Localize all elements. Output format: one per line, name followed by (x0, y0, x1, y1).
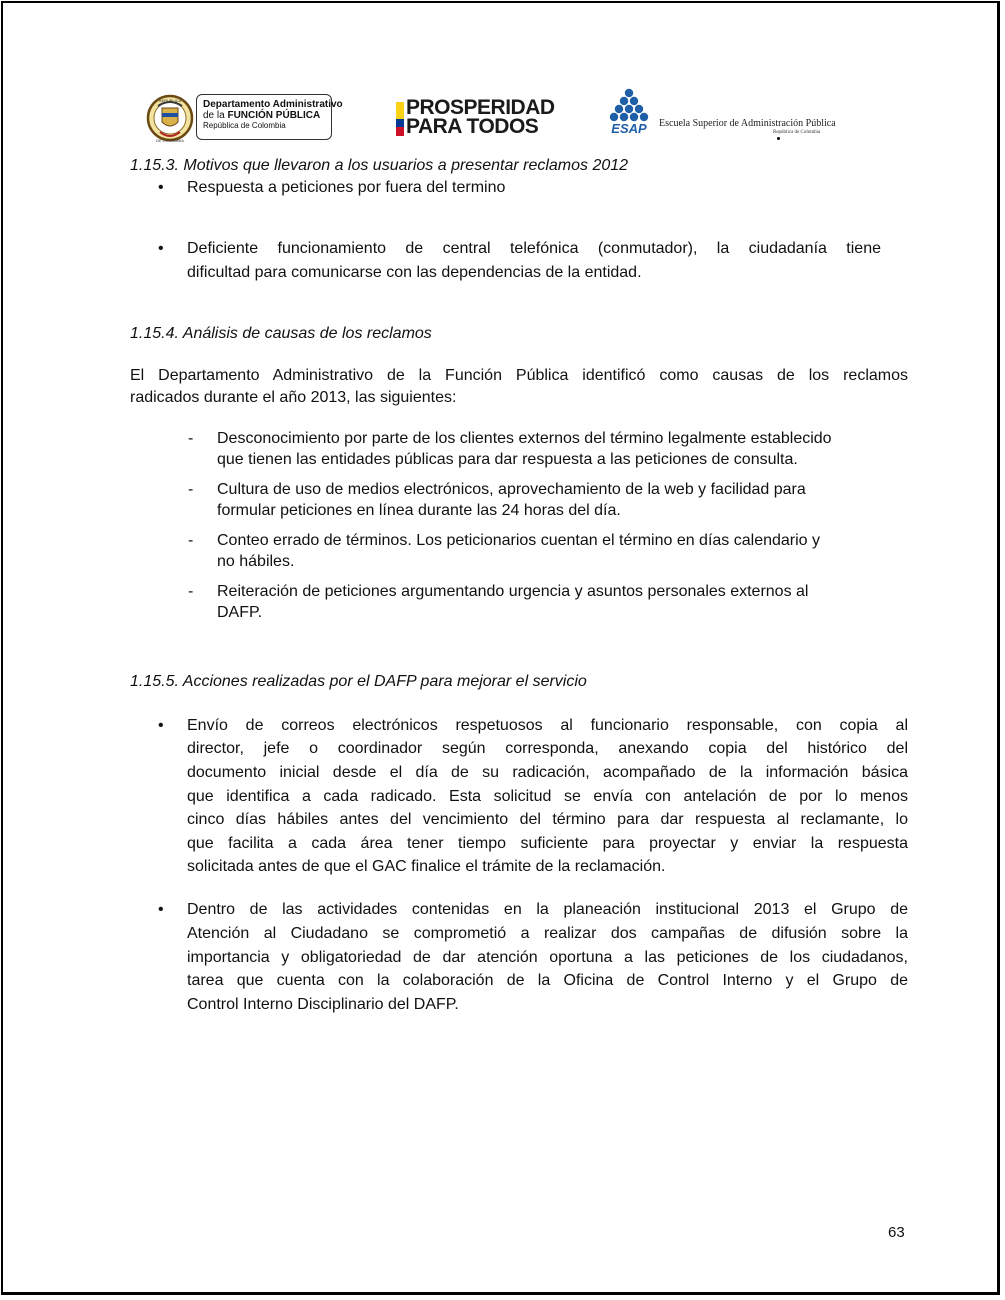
dash-glyph: - (188, 481, 194, 498)
dafp-name-box (196, 94, 343, 140)
action-1-line-1: Envío de correos electrónicos respetuosos al funcionario responsable, con copia al (187, 717, 908, 734)
dafp-line-2 (203, 110, 325, 121)
bullet-glyph: • (158, 240, 164, 257)
section-heading-1-15-5: 1.15.5. Acciones realizadas por el DAFP para mejorar el servicio (130, 673, 587, 690)
header-logos (146, 88, 836, 148)
dafp-line-2-prefix: de la (203, 110, 228, 121)
prosperidad-line-2: PARA TODOS (406, 115, 539, 138)
causes-intro-line-2: radicados durante el año 2013, las siguientes: (130, 389, 457, 406)
dash-glyph: - (188, 583, 194, 600)
action-2-line-1: Dentro de las actividades contenidas en la planeación institucional 2013 el Grupo de (187, 901, 908, 918)
dafp-line-2-bold: FUNCIÓN PÚBLICA (227, 110, 321, 121)
cause-item-4-line-1: Reiteración de peticiones argumentando urgencia y asuntos personales externos al (217, 583, 809, 600)
cause-item-3-line-1: Conteo errado de términos. Los peticionarios cuentan el término en días calendario y (217, 532, 821, 549)
flag-yellow-stripe (396, 102, 404, 119)
prosperidad-line-1: PROSPERIDAD (406, 96, 555, 119)
seal-top-text: REPUBLICA (158, 98, 182, 103)
action-2-line-2: Atención al Ciudadano se comprometió a realizar dos campañas de difusión sobre la (187, 925, 908, 942)
bullet-glyph: • (158, 901, 164, 918)
cause-item-1-line-2: que tienen las entidades públicas para dar respuesta a las peticiones de consulta. (217, 451, 798, 468)
prosperidad-text (406, 98, 555, 136)
reason-item-2-line-2: dificultad para comunicarse con las dependencias de la entidad. (187, 264, 642, 281)
action-1-line-3: documento inicial desde el día de su radicación, acompañado de la información básica (187, 764, 908, 781)
reason-item-1: Respuesta a peticiones por fuera del termino (187, 179, 506, 196)
dafp-line-3: República de Colombia (203, 121, 286, 130)
colombia-seal-icon (146, 94, 194, 146)
causes-intro-line-1: El Departamento Administrativo de la Función Pública identificó como causas de los reclamos (130, 367, 908, 384)
reason-item-2-line-1: Deficiente funcionamiento de central telefónica (conmutador), la ciudadanía tiene (187, 240, 881, 257)
cause-item-3-line-2: no hábiles. (217, 553, 295, 570)
esap-mark-text: ESAP (611, 121, 647, 136)
action-1-line-5: cinco días hábiles antes del vencimiento del término para dar respuesta al reclamante, lo (187, 811, 908, 828)
action-2-line-4: tarea que cuenta con la colaboración de la Oficina de Control Interno y el Grupo de (187, 972, 908, 989)
cause-item-1-line-1: Desconocimiento por parte de los clientes externos del término legalmente establecido (217, 430, 832, 447)
action-2-line-5: Control Interno Disciplinario del DAFP. (187, 996, 459, 1013)
action-1-line-4: que identifica a cada radicado. Esta solicitud se envía con antelación de por lo menos (187, 788, 908, 805)
seal-bottom-text: DE COLOMBIA (156, 138, 184, 143)
bullet-glyph: • (158, 179, 164, 196)
esap-name: Escuela Superior de Administración Pública (659, 118, 836, 129)
page-number: 63 (888, 1224, 905, 1241)
esap-dot (777, 137, 780, 140)
flag-red-stripe (396, 127, 404, 136)
dash-glyph: - (188, 532, 194, 549)
esap-logo (603, 88, 843, 144)
flag-blue-stripe (396, 119, 404, 127)
cause-item-4-line-2: DAFP. (217, 604, 263, 621)
prosperidad-logo (396, 98, 556, 138)
bullet-glyph: • (158, 717, 164, 734)
dafp-line-1: Departamento Administrativo (203, 99, 343, 110)
section-heading-1-15-4: 1.15.4. Análisis de causas de los reclamos (130, 325, 432, 342)
action-2-line-3: importancia y obligatoriedad de dar atención oportuna a las peticiones de los ciudadanos, (187, 949, 908, 966)
action-1-line-7: solicitada antes de que el GAC finalice el trámite de la reclamación. (187, 858, 666, 875)
esap-pyramid-icon (603, 88, 655, 136)
dash-glyph: - (188, 430, 194, 447)
action-1-line-6: que facilita a cada área tener tiempo suficiente para proyectar y enviar la respuesta (187, 835, 908, 852)
esap-subtitle: República de Colombia (773, 130, 821, 135)
cause-item-2-line-1: Cultura de uso de medios electrónicos, aprovechamiento de la web y facilidad para (217, 481, 806, 498)
dafp-logo (146, 94, 343, 146)
section-heading-1-15-3: 1.15.3. Motivos que llevaron a los usuarios a presentar reclamos 2012 (130, 157, 629, 174)
action-1-line-2: director, jefe o coordinador según corresponda, anexando copia del histórico del (187, 740, 908, 757)
cause-item-2-line-2: formular peticiones en línea durante las 24 horas del día. (217, 502, 621, 519)
colombia-flag-icon (396, 102, 404, 136)
